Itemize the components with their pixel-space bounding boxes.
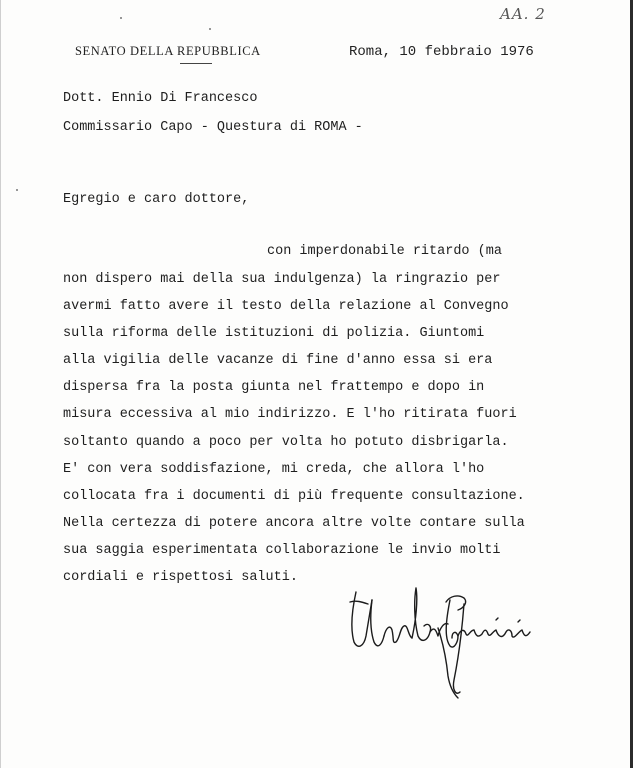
body-line: Nella certezza di potere ancora altre volte contare sulla <box>63 516 525 531</box>
salutation: Egregio e caro dottore, <box>63 192 250 207</box>
speck <box>120 17 122 19</box>
recipient-title: Commissario Capo - Questura di ROMA - <box>63 120 363 135</box>
page-edge-left <box>0 0 1 768</box>
recipient-name: Dott. Ennio Di Francesco <box>63 91 258 106</box>
letterhead-rule <box>180 63 212 64</box>
body-line: sua saggia esperimentata collaborazione le invio molti <box>63 543 501 558</box>
archive-note: AA. 2 <box>500 5 546 23</box>
body-line: soltanto quando a poco per volta ho potuto disbrigarla. <box>63 435 509 450</box>
body-line: collocata fra i documenti di più frequente consultazione. <box>63 489 525 504</box>
handwritten-signature <box>346 580 536 710</box>
body-line: misura eccessiva al mio indirizzo. E l'ho ritirata fuori <box>63 407 517 422</box>
body-line: con imperdonabile ritardo (ma <box>267 244 502 259</box>
body-line: E' con vera soddisfazione, mi creda, che allora l'ho <box>63 462 485 477</box>
speck <box>209 28 211 30</box>
letterhead: SENATO DELLA REPUBBLICA <box>75 44 261 58</box>
body-line: alla vigilia delle vacanze di fine d'anno essa si era <box>63 353 493 368</box>
dateline: Roma, 10 febbraio 1976 <box>349 44 534 60</box>
body-line: non dispero mai della sua indulgenza) la ringrazio per <box>63 272 501 287</box>
body-line: cordiali e rispettosi saluti. <box>63 570 298 585</box>
body-line: dispersa fra la posta giunta nel frattempo e dopo in <box>63 380 485 395</box>
body-line: sulla riforma delle istituzioni di polizia. Giuntomi <box>63 326 485 341</box>
body-line: avermi fatto avere il testo della relazione al Convegno <box>63 299 509 314</box>
speck <box>16 189 18 191</box>
